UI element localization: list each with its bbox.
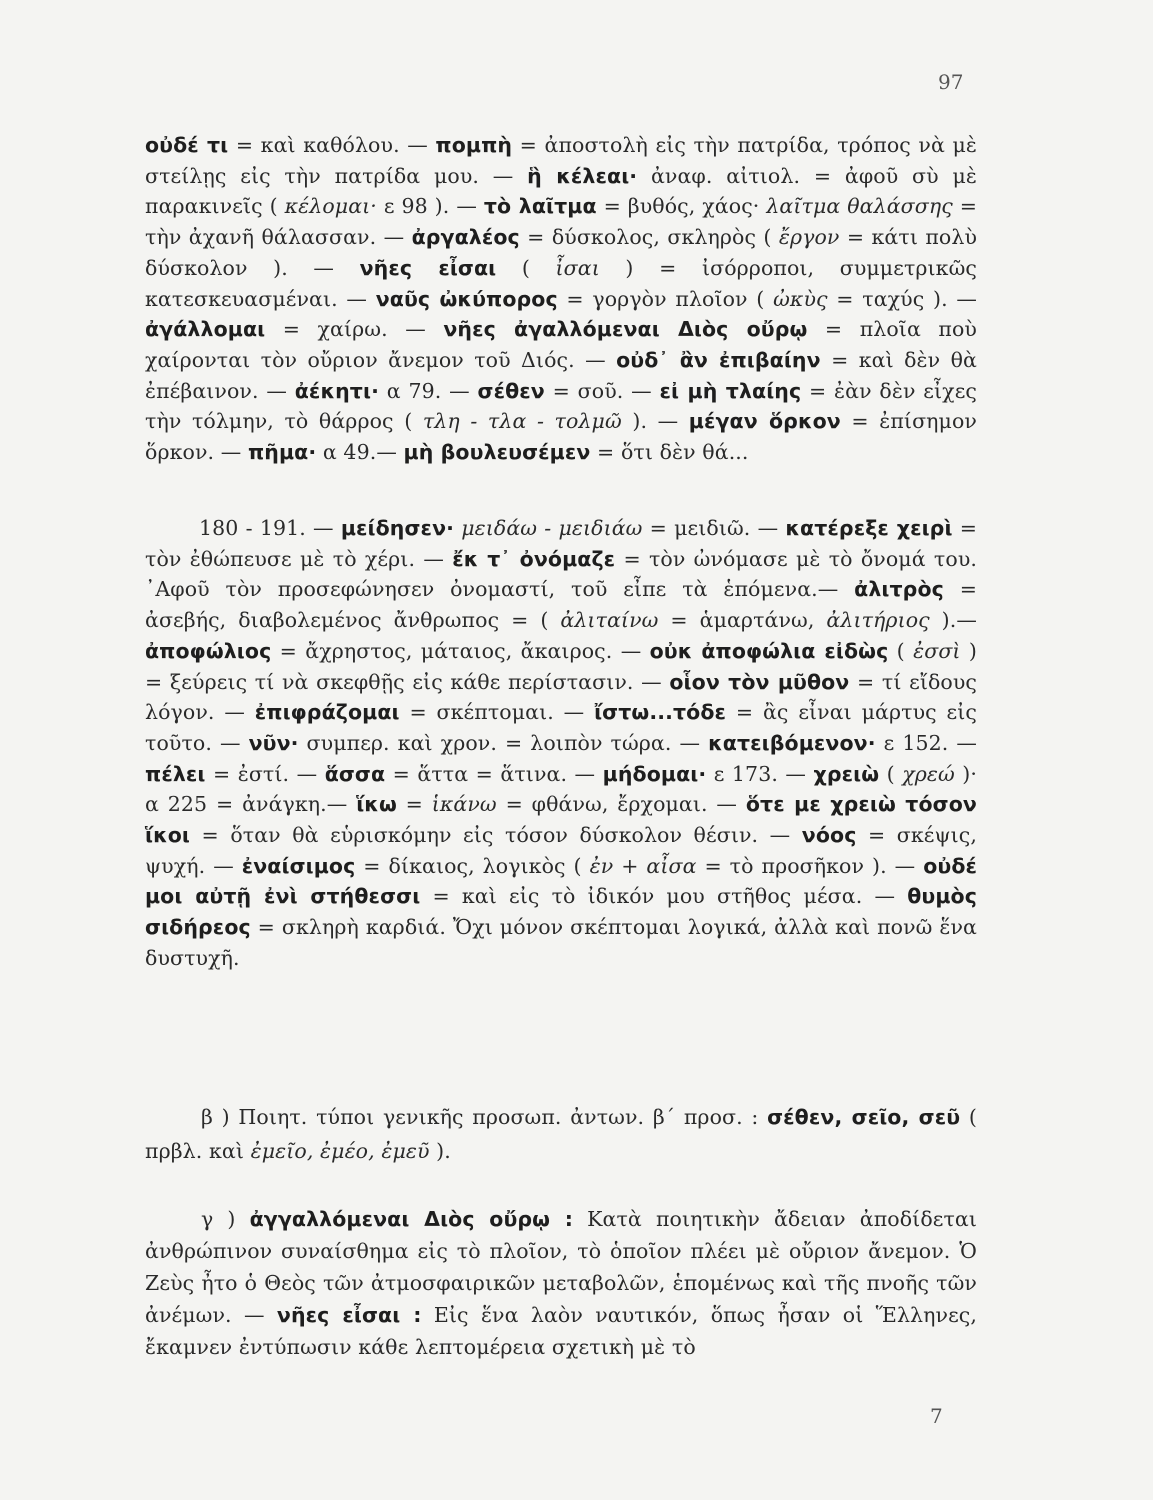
headword: πῆμα· [247,440,317,465]
glossary-paragraph-lines-180-191 [145,513,977,974]
italic-term: ἀλιτήριος [826,608,930,633]
italic-term: τλη - τλα - τολμῶ [422,409,622,434]
gloss-text: = δύσκολος, σκληρὸς ( [519,225,779,250]
italic-term: ἐν + αἶσα [589,853,697,878]
gloss-text: Κατὰ ποιητικὴν ἄδειαν ἀποδίδεται ἀνθρώπινον συναίσθημα εἰς τὸ πλοῖον, τὸ ὁποῖον πλέει μὲ οὔριον ἄνεμον. Ὁ Ζεὺς ἦτο ὁ Θεὸς τῶν ἀτμοσφαιρικῶν μεταβολῶν, ἑπομένως καὶ τῆς πνοῆς τῶν ἀνέμων. — [145,1207,978,1327]
italic-term: χρεώ [902,761,955,786]
gloss-text: ( [496,255,556,280]
headword: ἐναίσιμος [241,853,356,878]
gloss-text: ).— [929,608,977,633]
headword: σέθεν [477,378,545,403]
gloss-text: συμπερ. καὶ χρον. = λοιπὸν τώρα. — [298,730,709,755]
headword: μήδομαι· [602,761,707,786]
headword: ἣ κέλεαι· [527,163,638,188]
headword: νῆες εἶσαι [359,255,497,280]
italic-term: κέλομαι· [284,194,377,219]
italic-term: λαῖτμα θαλάσσης [766,194,953,219]
gloss-text: = ὅτι δὲν θά... [590,440,749,465]
headword: μὴ βουλευσέμεν [403,440,591,465]
gloss-text: = [396,792,432,817]
gloss-text: = κάτι πολὺ δύσκολον ). — [145,225,978,280]
gloss-text: = ἄχρηστος, μάταιος, ἄκαιρος. — [271,638,650,663]
gloss-text: ) = ἰσόρροποι, συμμετρικῶς κατεσκευασμέναι. — [145,255,977,311]
gloss-text: ἀναφ. αἰτιολ. = ἀφοῦ σὺ μὲ παρακινεῖς ( [145,163,977,219]
gloss-text: ε 173. — [706,761,814,786]
italic-term: ἶσαι [555,255,600,280]
italic-term: ἱκάνω [431,792,497,817]
italic-term: ὠκὺς [773,286,828,311]
headword: τὸ λαῖτμα [483,194,597,219]
gloss-text: = δίκαιος, λογικὸς ( [355,853,590,878]
gloss-text: = ταχύς ). — [827,286,978,311]
headword: θυμὸς σιδήρεος [145,884,977,940]
gloss-text: ε 152. — [875,730,977,755]
gloss-text: = μειδιῶ. — [642,516,786,540]
headword: χρειὼ [813,761,880,786]
gloss-text: = ἁμαρτάνω, [658,608,827,633]
headword: ἀέκητι· [294,378,379,403]
gloss-text: = πλοῖα ποὺ χαίρονται τὸν οὔριον ἄνεμον τοῦ Διός. — [145,317,977,372]
gloss-text: ( [879,761,903,786]
gloss-text: = τί εἴδους λόγον. — [145,669,977,725]
signature-mark: 7 [930,1404,943,1428]
gloss-text: = χαίρω. — [265,317,444,342]
gloss-text: = σκέπτομαι. — [399,700,595,725]
headword: νῆες εἶσαι : [276,1303,422,1327]
gloss-text: ε 98 ). — [376,194,484,219]
headword: ἀγγαλλόμεναι Διὸς οὔρῳ : [249,1207,574,1231]
gloss-text: = ἐὰν δὲν εἶχες τὴν τόλμην, τὸ θάρρος ( [145,378,977,434]
headword: ἐπιφράζομαι [254,700,400,725]
gloss-text: = ἐστί. — [205,761,325,786]
headword: ἵκω [356,792,397,817]
gloss-text: = ἂς εἶναι μάρτυς εἰς τοῦτο. — [145,700,977,755]
italic-term: ἐσσὶ [913,638,961,663]
gloss-text: = βυθός, χάος· [596,194,767,219]
gloss-text: = καὶ εἰς τὸ ἰδικόν μου στῆθος μέσα. — [420,884,908,909]
gloss-text: ). — [621,409,689,434]
gloss-text: β ) Ποιητ. τύποι γενικῆς προσωπ. ἀντων. β΄ προσ. : [201,1105,768,1129]
gloss-text: = σκληρὴ καρδιά. Ὄχι μόνον σκέπτομαι λογικά, ἀλλὰ καὶ πονῶ ἕνα δυστυχῆ. [145,915,977,970]
headword: ἀγάλλομαι [145,317,266,342]
gloss-text: )· α 225 = ἀνάγκη.— [145,761,977,817]
gloss-text: α 49.— [316,440,404,465]
gloss-text: α 79. — [378,378,478,403]
gloss-text: = σκέψις, ψυχή. — [145,823,977,878]
gloss-text: = καὶ δὲν θὰ ἐπέβαινον. — [145,347,977,403]
gloss-text: ( [888,638,914,663]
headword: νῆες ἀγαλλόμεναι Διὸς οὔρῳ [443,317,808,342]
gloss-text: ). [429,1139,451,1163]
gloss-text: ( πρβλ. καὶ [145,1105,977,1163]
headword: ἅσσα [324,761,386,786]
headword: οὐδέ μοι αὐτῇ ἐνὶ στήθεσσι [145,853,978,909]
headword: σέθεν, σεῖο, σεῦ [767,1105,961,1129]
gloss-text: = τὸν ἐθώπευσε μὲ τὸ χέρι. — [145,516,977,571]
headword: πέλει [145,761,206,786]
gloss-text: = ἅττα = ἅτινα. — [385,761,603,786]
gloss-text: Εἰς ἕνα λαὸν ναυτικόν, ὅπως ἦσαν οἱ Ἕλληνες, ἔκαμνεν ἐντύπωσιν κάθε λεπτομέρεια σχετικὴ μὲ τὸ [145,1303,978,1359]
headword: νόος [801,823,857,848]
headword: οὐκ ἀποφώλια εἰδὼς [649,638,889,663]
gloss-text: ) = ξεύρεις τί νὰ σκεφθῇς εἰς κάθε περίστασιν. — [145,638,977,694]
headword: ἔκ τ᾽ ὀνόμαζε [452,546,616,571]
gloss-text: = σοῦ. — [544,378,660,403]
glossary-paragraph [145,130,977,468]
headword: κατέρεξε χειρὶ [785,516,953,540]
gloss-text: = φθάνω, ἔρχομαι. — [496,792,746,817]
note-beta-paragraph [145,1100,977,1168]
headword: ἴστω...τόδε [594,700,727,725]
gloss-text: = ἐπίσημον ὅρκον. — [145,409,977,465]
italic-term: ἀλιταίνω [560,608,659,633]
page-number: 97 [938,70,964,94]
italic-term: ἔργον [778,225,840,250]
headword: ἀργαλέος [411,225,520,250]
headword: οὐδέ τι [145,133,229,157]
headword: οὐδ᾽ ἂν ἐπιβαίην [616,347,821,372]
gloss-text: = τὴν ἀχανῆ θάλασσαν. — [145,194,978,250]
headword: πομπὴ [435,133,513,157]
gloss-text: = τὸ προσῆκον ). — [696,853,924,878]
gloss-text: = καὶ καθόλου. — [228,133,436,157]
gloss-text: = ὅταν θὰ εὑρισκόμην εἰς τόσον δύσκολον θέσιν. — [190,823,802,848]
italic-term: ἐμεῖο, ἐμέο, ἐμεῦ [250,1139,430,1163]
gloss-text: γ ) [201,1207,250,1231]
headword: ὅτε με χρειὼ τόσον ἵκοι [145,792,977,848]
italic-term: μειδάω - μειδιάω [461,516,643,540]
headword: μείδησεν· [340,516,455,540]
headword: ἀλιτρὸς [854,577,944,602]
headword: κατειβόμενον· [708,730,876,755]
headword: οἷον τὸν μῦθον [669,669,850,694]
gloss-text: 180 - 191. — [199,516,341,540]
headword: νῦν· [248,730,299,755]
gloss-text: = ἀσεβής, διαβολεμένος ἄνθρωπος = ( [145,577,977,633]
headword: εἰ μὴ τλαίης [659,378,802,403]
headword: μέγαν ὅρκον [688,409,841,434]
note-gamma-paragraph [145,1203,977,1363]
gloss-text: = τὸν ὠνόμασε μὲ τὸ ὄνομά του. ᾽Αφοῦ τὸν προσεφώνησεν ὀνομαστί, τοῦ εἶπε τὰ ἑπόμενα.— [145,546,977,602]
gloss-text: = γοργὸν πλοῖον ( [557,286,774,311]
gloss-text: = ἀποστολὴ εἰς τὴν πατρίδα, τρόπος νὰ μὲ στείλῃς εἰς τὴν πατρίδα μου. — [145,133,977,188]
headword: ἀποφώλιος [145,638,272,663]
headword: ναῦς ὠκύπορος [375,286,558,311]
